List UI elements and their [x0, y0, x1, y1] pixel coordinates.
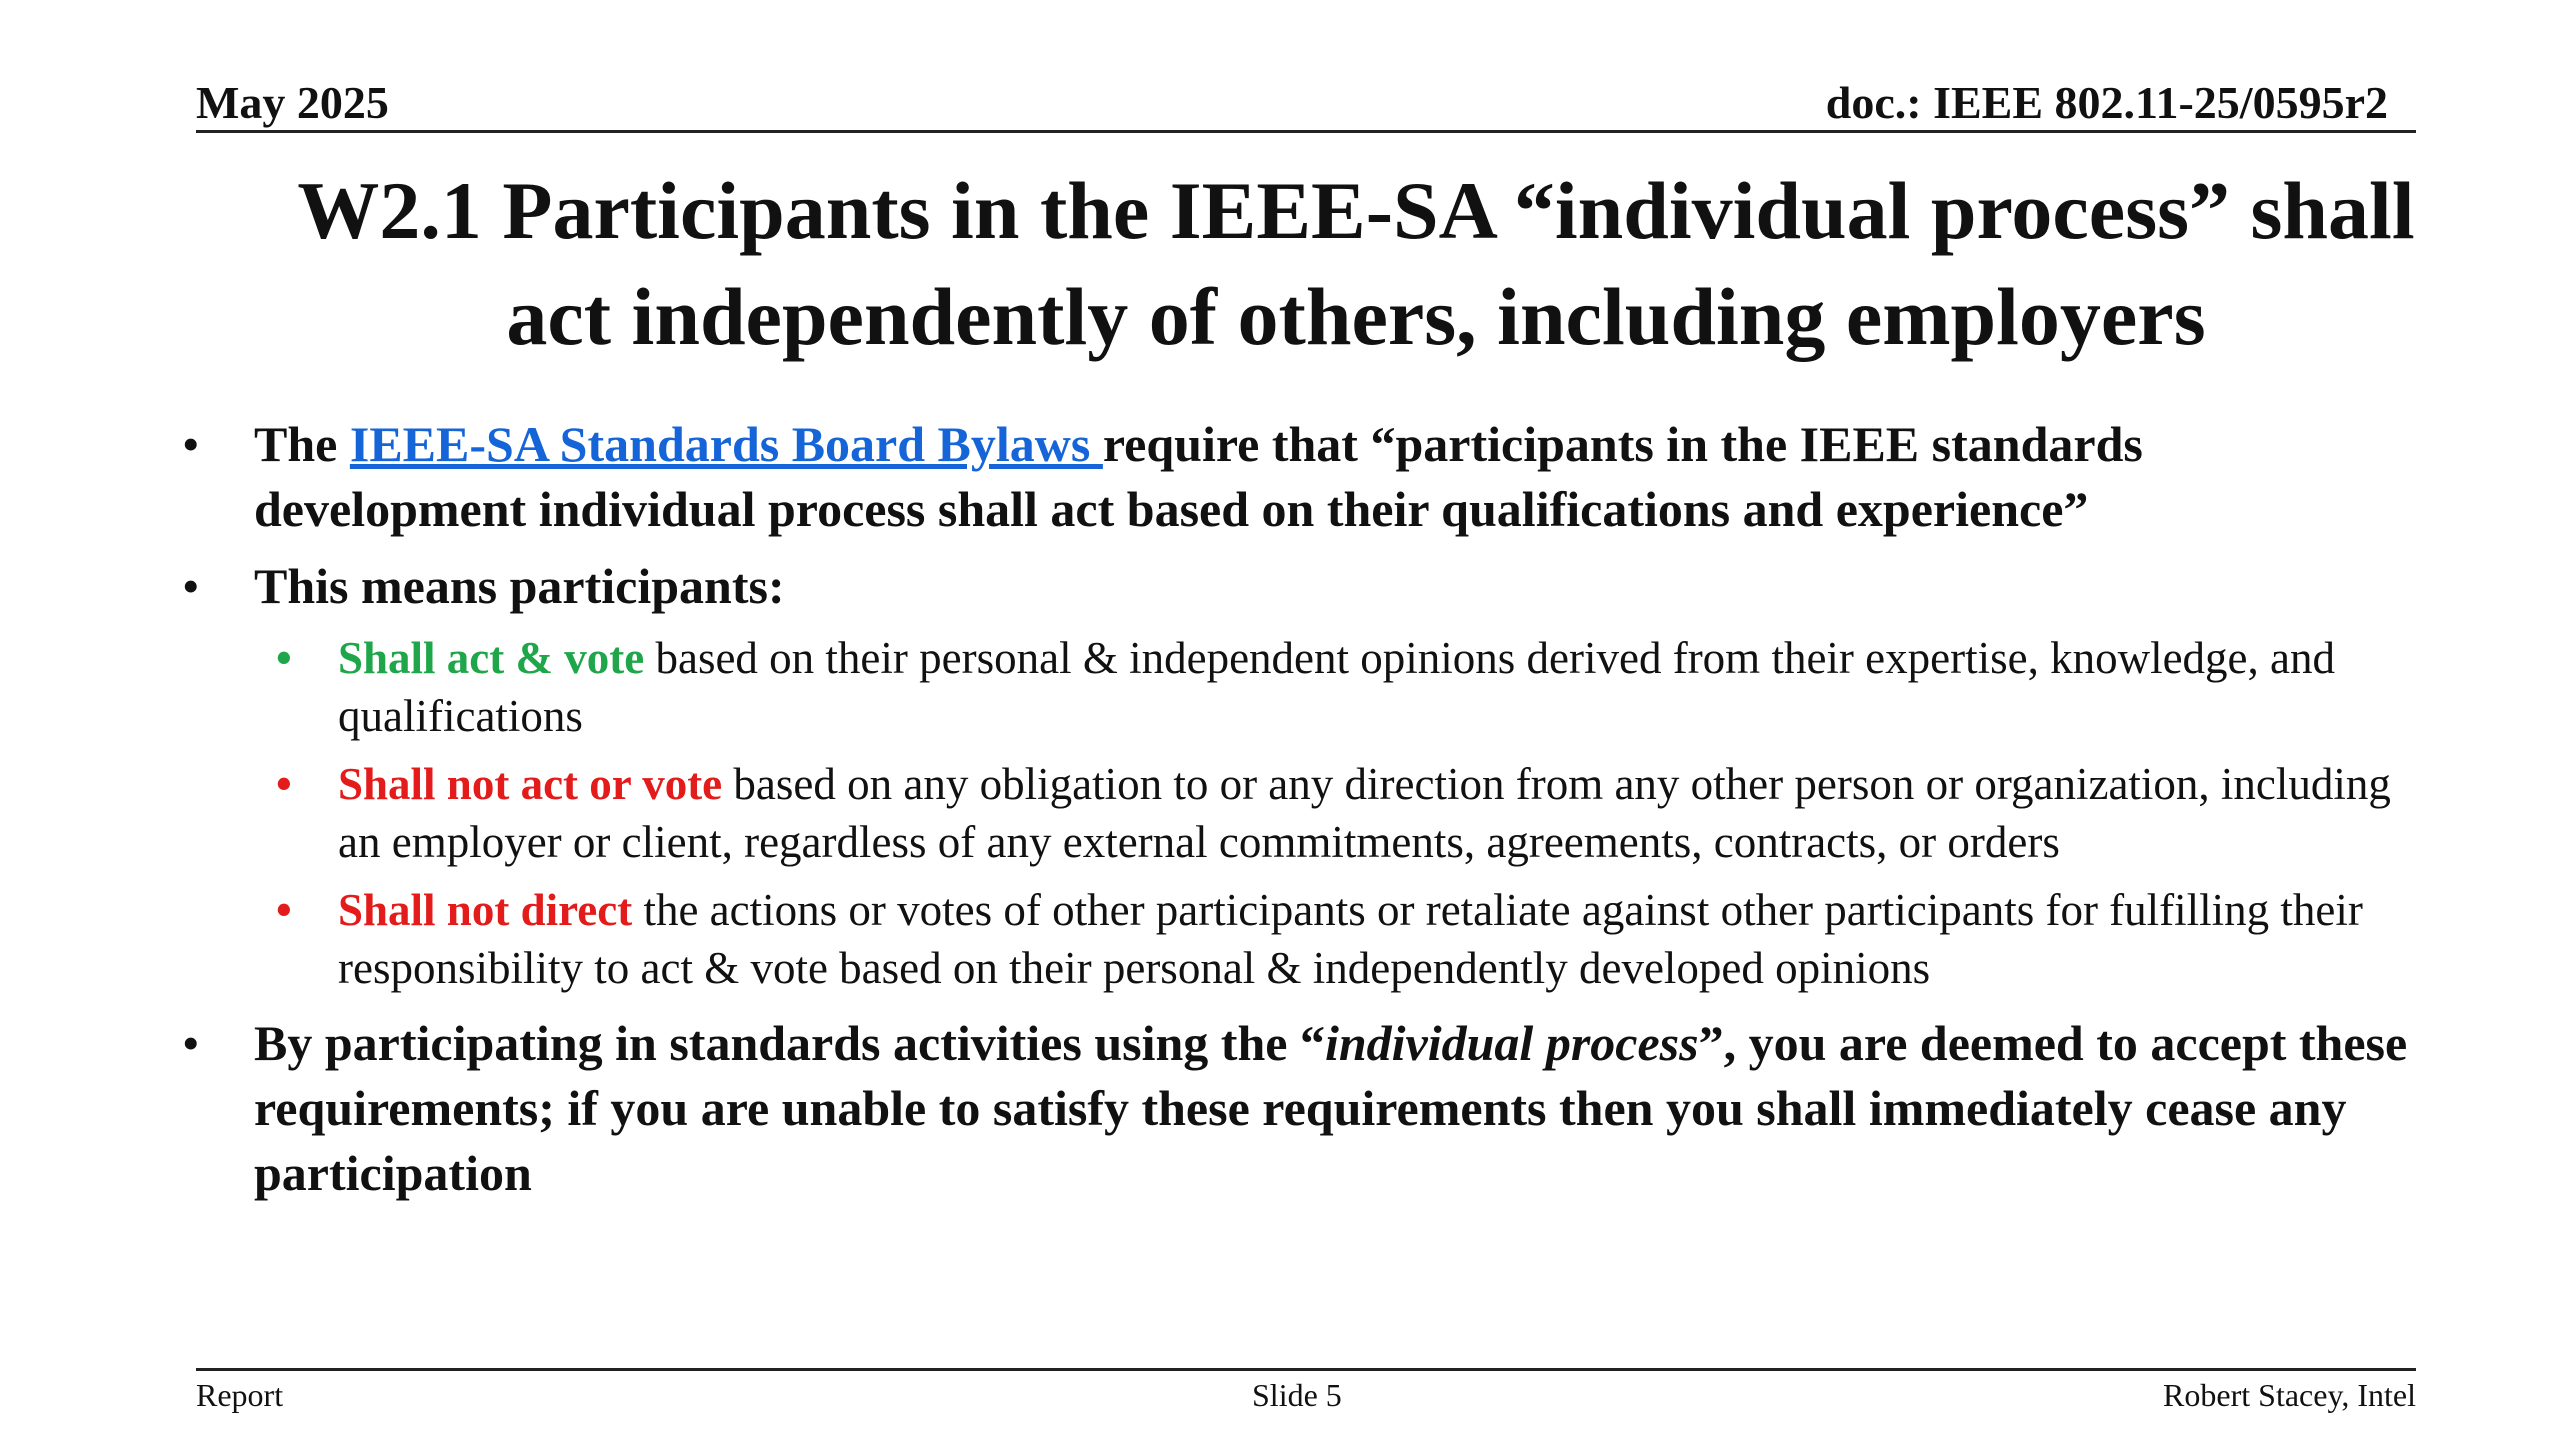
- bullet-deemed-post: ”, you are deemed to accept these requirements; if you are unable to satisfy these requirements then you shall immediately cease any participation: [254, 1015, 2408, 1201]
- bullet-deemed-pre: By participating in standards activities using the “: [254, 1015, 1325, 1071]
- bullet-means-text: This means participants:: [254, 558, 785, 614]
- slide-title-line-1: W2.1 Participants in the IEEE-SA “individual process” shall: [297, 165, 2415, 256]
- header-doc-id: doc.: IEEE 802.11-25/0595r2: [1825, 77, 2388, 128]
- slide-body: [176, 412, 2416, 1218]
- sub-bullet-shall-act: [176, 629, 2416, 745]
- sub-bullet-shall-act-lead: Shall act & vote: [338, 633, 645, 683]
- bullet-dot: •: [182, 558, 200, 614]
- sub-bullet-list: [176, 629, 2416, 997]
- slide-title: [196, 158, 2516, 370]
- bullet-deemed-accept: [176, 1011, 2416, 1206]
- bullet-bylaws-pre: The: [254, 416, 350, 472]
- bullet-deemed-italic: individual process: [1324, 1015, 1699, 1071]
- bullet-means-participants: [176, 554, 2416, 619]
- bylaws-link[interactable]: IEEE-SA Standards Board Bylaws: [349, 416, 1103, 472]
- slide-footer: [196, 1368, 2416, 1411]
- sub-bullet-dot: •: [276, 885, 292, 935]
- bullet-bylaws: [176, 412, 2416, 542]
- sub-bullet-shall-not-act-lead: Shall not act or vote: [338, 759, 723, 809]
- footer-slide-number: Slide 5: [1252, 1377, 1342, 1413]
- footer-author: Robert Stacey, Intel: [2163, 1377, 2416, 1413]
- sub-bullet-dot: •: [276, 633, 292, 683]
- bullet-dot: •: [182, 1015, 200, 1071]
- sub-bullet-shall-act-text: based on their personal & independent opinions derived from their expertise, knowledge, and qualifications: [338, 633, 2335, 741]
- slide-header: [196, 72, 2416, 133]
- bullet-bylaws-post: require that “participants in the IEEE standards development individual process shall act based on their qualifications and experience”: [254, 416, 2143, 537]
- sub-bullet-dot: •: [276, 759, 292, 809]
- sub-bullet-shall-not-direct: [176, 881, 2416, 997]
- bullet-dot: •: [182, 416, 200, 472]
- slide-title-line-2: act independently of others, including employers: [506, 271, 2206, 362]
- sub-bullet-shall-not-act: [176, 755, 2416, 871]
- sub-bullet-shall-not-act-text: based on any obligation to or any direction from any other person or organization, including an employer or client, regardless of any external commitments, agreements, contracts, or orders: [338, 759, 2391, 867]
- header-date: May 2025: [196, 77, 389, 128]
- sub-bullet-shall-not-direct-text: the actions or votes of other participants or retaliate against other participants for fulfilling their responsibility to act & vote based on their personal & independently developed opinions: [338, 885, 2363, 993]
- sub-bullet-shall-not-direct-lead: Shall not direct: [338, 885, 633, 935]
- footer-left: Report: [196, 1377, 284, 1413]
